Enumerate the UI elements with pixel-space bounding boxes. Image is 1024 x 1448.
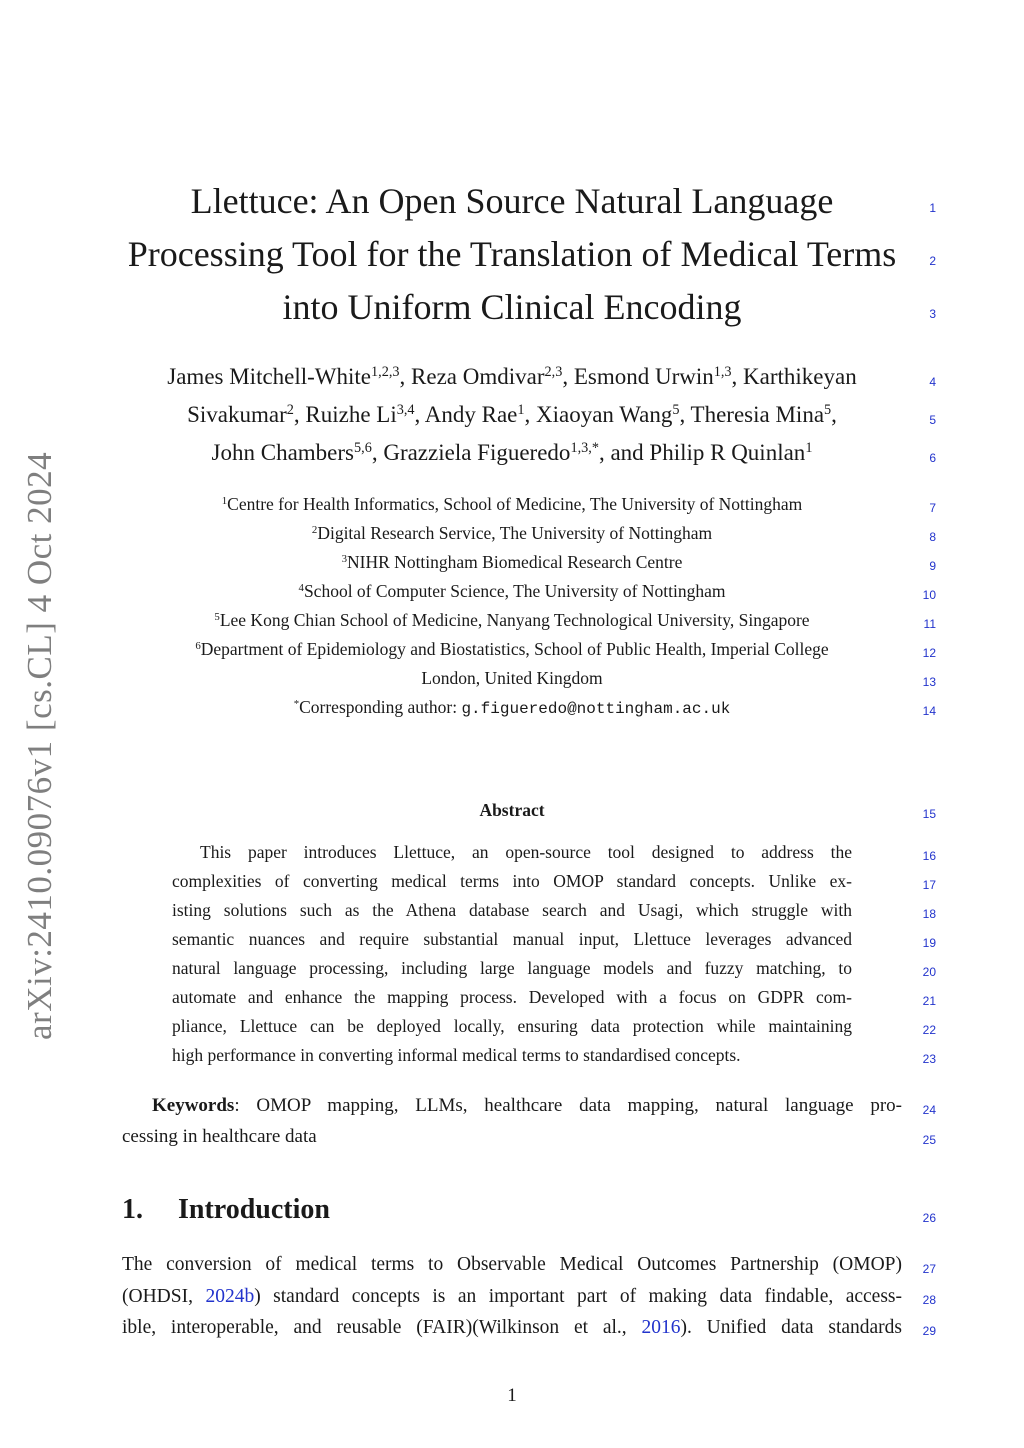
- author-name: , Xiaoyan Wang: [524, 402, 673, 427]
- title-line-1: Llettuce: An Open Source Natural Language: [190, 181, 834, 221]
- author-name: John Chambers: [211, 440, 355, 465]
- abstract-line: automate and enhance the mapping process. Developed with a focus on GDPR com-: [172, 987, 852, 1007]
- intro-text: ible, interoperable, and reusable (FAIR)(Wilkinson et al.,: [122, 1317, 642, 1338]
- line-number: 14: [922, 704, 936, 718]
- line-number: 3: [929, 307, 936, 321]
- line-number: 15: [922, 807, 936, 821]
- keywords-line-1: [152, 1095, 902, 1117]
- author-name: , Reza Omdivar: [399, 364, 545, 389]
- line-number: 7: [929, 501, 936, 515]
- line-number: 16: [922, 849, 936, 863]
- author-affil-sup: 1: [517, 402, 525, 419]
- affiliation: [110, 494, 914, 515]
- affiliation-sup: 3: [341, 553, 348, 566]
- line-number: 5: [929, 413, 936, 427]
- section-heading: [122, 1194, 330, 1226]
- line-number: 24: [922, 1103, 936, 1117]
- line-number: 27: [922, 1262, 936, 1276]
- line-number: 25: [922, 1133, 936, 1147]
- intro-line-1: The conversion of medical terms to Observable Medical Outcomes Partnership (OMOP): [122, 1254, 902, 1275]
- affiliation-sup: 6: [195, 640, 201, 653]
- author-affil-sup: 1,3: [713, 364, 732, 381]
- arxiv-stamp: arXiv:2410.09076v1 [cs.CL] 4 Oct 2024: [20, 451, 59, 1040]
- page-number: 1: [507, 1385, 517, 1406]
- affiliation-text: London, United Kingdom: [421, 668, 603, 688]
- affiliation-text: NIHR Nottingham Biomedical Research Centre: [347, 552, 683, 572]
- line-number: 18: [922, 907, 936, 921]
- line-number: 10: [922, 588, 936, 602]
- abstract-line: high performance in converting informal medical terms to standardised concepts.: [172, 1045, 741, 1065]
- line-number: 23: [922, 1052, 936, 1066]
- abstract-line: pliance, Llettuce can be deployed locally, ensuring data protection while maintaining: [172, 1016, 852, 1036]
- line-number: 19: [922, 936, 936, 950]
- section-title: Introduction: [178, 1194, 330, 1225]
- affiliation: [110, 639, 914, 660]
- line-number: 17: [922, 878, 936, 892]
- intro-text: ) standard concepts is an important part of making data findable, access-: [254, 1286, 902, 1307]
- line-number: 29: [922, 1324, 936, 1338]
- section-number: 1.: [122, 1194, 143, 1225]
- author-name: , Theresia Mina: [679, 402, 825, 427]
- affiliation: [110, 668, 914, 689]
- citation-link[interactable]: 2024b: [205, 1286, 255, 1307]
- affiliation-sup: 4: [298, 582, 304, 595]
- author-affil-sup: 1,2,3: [371, 364, 400, 381]
- line-number: 8: [929, 530, 936, 544]
- keywords-label: Keywords: [152, 1095, 235, 1116]
- title-line-2: Processing Tool for the Translation of Medical Terms: [127, 234, 897, 274]
- line-number: 28: [922, 1293, 936, 1307]
- author-affil-sup: 2: [286, 402, 294, 419]
- corresponding-author: [110, 697, 914, 718]
- affiliation: [110, 552, 914, 573]
- affiliation-text: Digital Research Service, The University of Nottingham: [317, 523, 713, 543]
- line-number: 12: [922, 646, 936, 660]
- intro-line-2: [122, 1286, 902, 1308]
- line-number: 13: [922, 675, 936, 689]
- affiliation: [110, 581, 914, 602]
- author-affil-sup: 1: [805, 440, 813, 457]
- abstract-line: isting solutions such as the Athena database search and Usagi, which struggle with: [172, 900, 852, 920]
- abstract-line: natural language processing, including large language models and fuzzy matching, to: [172, 958, 852, 978]
- authors-line-3: [110, 440, 914, 466]
- author-name: , Andy Rae: [414, 402, 518, 427]
- affiliation-text: Lee Kong Chian School of Medicine, Nanyang Technological University, Singapore: [219, 610, 810, 630]
- author-name: , Ruizhe Li: [293, 402, 397, 427]
- affiliation-text: Department of Epidemiology and Biostatistics, School of Public Health, Imperial College: [200, 639, 829, 659]
- line-number: 9: [929, 559, 936, 573]
- abstract-line: semantic nuances and require substantial manual input, Llettuce leverages advanced: [172, 929, 852, 949]
- author-name: , Karthikeyan: [731, 364, 857, 389]
- line-number: 1: [929, 201, 936, 215]
- affiliation-sup: 1: [221, 495, 228, 508]
- author-name: , and Philip R Quinlan: [598, 440, 806, 465]
- intro-line-3: [122, 1317, 902, 1339]
- abstract-line: This paper introduces Llettuce, an open-source tool designed to address the: [200, 842, 852, 862]
- author-name: , Esmond Urwin: [562, 364, 714, 389]
- corresponding-sup: *: [293, 698, 300, 711]
- authors-line-2: [110, 402, 914, 428]
- line-number: 4: [929, 375, 936, 389]
- citation-link[interactable]: 2016: [641, 1317, 681, 1338]
- affiliation: [110, 610, 914, 631]
- line-number: 22: [922, 1023, 936, 1037]
- line-number: 21: [922, 994, 936, 1008]
- author-affil-sup: 5,6: [354, 440, 372, 457]
- affiliation-sup: 5: [214, 611, 220, 624]
- line-number: 11: [923, 617, 936, 631]
- author-affil-sup: 5: [672, 402, 680, 419]
- author-name: Sivakumar: [187, 402, 287, 427]
- affiliation-text: Centre for Health Informatics, School of Medicine, The University of Nottingham: [227, 494, 803, 514]
- author-affil-sup: 2,3: [544, 364, 563, 381]
- line-number: 26: [922, 1211, 936, 1225]
- keywords-text: : OMOP mapping, LLMs, healthcare data mapping, natural language pro-: [234, 1095, 902, 1116]
- author-affil-sup: 5: [824, 402, 832, 419]
- corresponding-label: Corresponding author:: [299, 697, 462, 717]
- line-number: 6: [929, 451, 936, 465]
- author-affil-sup: 1,3,*: [570, 440, 599, 457]
- author-name: ,: [831, 402, 837, 427]
- author-affil-sup: 3,4: [396, 402, 415, 419]
- keywords-line-2: cessing in healthcare data: [122, 1126, 317, 1147]
- intro-text: (OHDSI,: [122, 1286, 206, 1307]
- abstract-line: complexities of converting medical terms into OMOP standard concepts. Unlike ex-: [172, 871, 852, 891]
- title-line-3: into Uniform Clinical Encoding: [282, 287, 742, 327]
- affiliation-text: School of Computer Science, The University of Nottingham: [303, 581, 726, 601]
- line-number: 20: [922, 965, 936, 979]
- abstract-heading: Abstract: [479, 800, 545, 820]
- corresponding-email[interactable]: g.figueredo@nottingham.ac.uk: [461, 700, 731, 718]
- author-name: , Grazziela Figueredo: [371, 440, 571, 465]
- affiliation-sup: 2: [311, 524, 318, 537]
- authors-line-1: [110, 364, 914, 390]
- affiliation: [110, 523, 914, 544]
- author-name: James Mitchell-White: [167, 364, 372, 389]
- intro-text: ). Unified data standards: [680, 1317, 903, 1338]
- line-number: 2: [929, 254, 936, 268]
